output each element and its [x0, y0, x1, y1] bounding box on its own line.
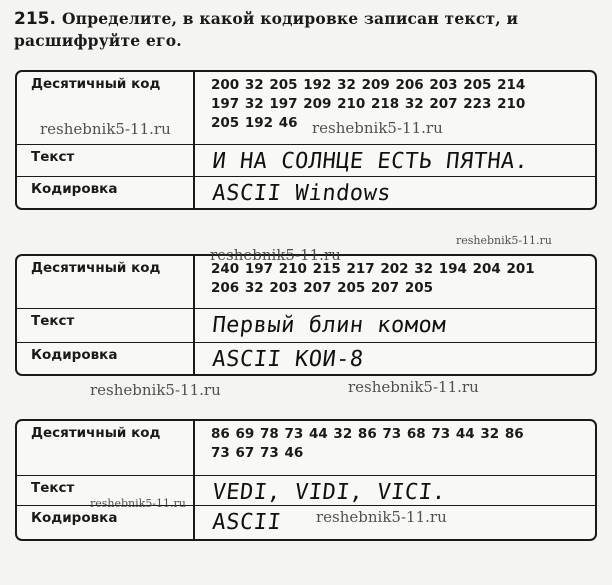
task-text: Определите, в какой кодировке записан текст, и расшифруйте его. [14, 9, 519, 50]
code-line: 205 192 46 [211, 115, 298, 131]
encoding-row [17, 342, 595, 374]
handwritten-text: Первый блин комом [211, 313, 448, 338]
encoding-table-3 [15, 419, 597, 541]
decimal-code-value [195, 421, 595, 475]
text-value [195, 309, 595, 342]
task-statement [14, 8, 599, 51]
encoding-row [17, 176, 595, 208]
encoding-table-2 [15, 254, 597, 376]
code-line: 86 69 78 73 44 32 86 73 68 73 44 32 86 [211, 426, 524, 442]
encoding-value [195, 343, 595, 374]
watermark: reshebnik5-11.ru [210, 246, 341, 264]
watermark: reshebnik5-11.ru [312, 119, 443, 137]
encoding-label: Кодировка [17, 343, 195, 374]
text-value [195, 476, 595, 505]
encoding-row [17, 505, 595, 539]
handwritten-encoding: ASCII Windows [211, 181, 393, 206]
code-line: 206 32 203 207 205 207 205 [211, 280, 434, 296]
code-line: 197 32 197 209 210 218 32 207 223 210 [211, 96, 526, 112]
text-label: Текст [17, 309, 195, 342]
code-line: 73 67 73 46 [211, 445, 304, 461]
watermark: reshebnik5-11.ru [90, 381, 221, 399]
task-number: 215. [14, 9, 56, 29]
watermark: reshebnik5-11.ru [456, 234, 552, 247]
text-value [195, 145, 595, 176]
decimal-code-label: Десятичный код [17, 256, 195, 308]
text-row [17, 308, 595, 342]
watermark: reshebnik5-11.ru [316, 508, 447, 526]
encoding-label: Кодировка [17, 506, 195, 539]
encoding-value [195, 177, 595, 208]
encoding-table-1 [15, 70, 597, 210]
handwritten-text: VEDI, VIDI, VICI. [211, 480, 448, 505]
text-label: Текст [17, 476, 195, 505]
decimal-code-row [17, 421, 595, 475]
watermark: reshebnik5-11.ru [90, 497, 186, 510]
encoding-label: Кодировка [17, 177, 195, 208]
handwritten-encoding: ASCII [211, 510, 283, 535]
code-line: 200 32 205 192 32 209 206 203 205 214 [211, 77, 526, 93]
code-line: 240 197 210 215 217 202 32 194 204 201 [211, 261, 535, 277]
decimal-code-label: Десятичный код [17, 421, 195, 475]
watermark: reshebnik5-11.ru [40, 120, 171, 138]
handwritten-text: И НА СОЛНЦЕ ЕСТЬ ПЯТНА. [211, 149, 530, 174]
watermark: reshebnik5-11.ru [348, 378, 479, 396]
handwritten-encoding: ASCII КОИ-8 [211, 347, 365, 372]
text-row [17, 144, 595, 176]
text-label: Текст [17, 145, 195, 176]
decimal-code-label: Десятичный код [17, 72, 195, 144]
